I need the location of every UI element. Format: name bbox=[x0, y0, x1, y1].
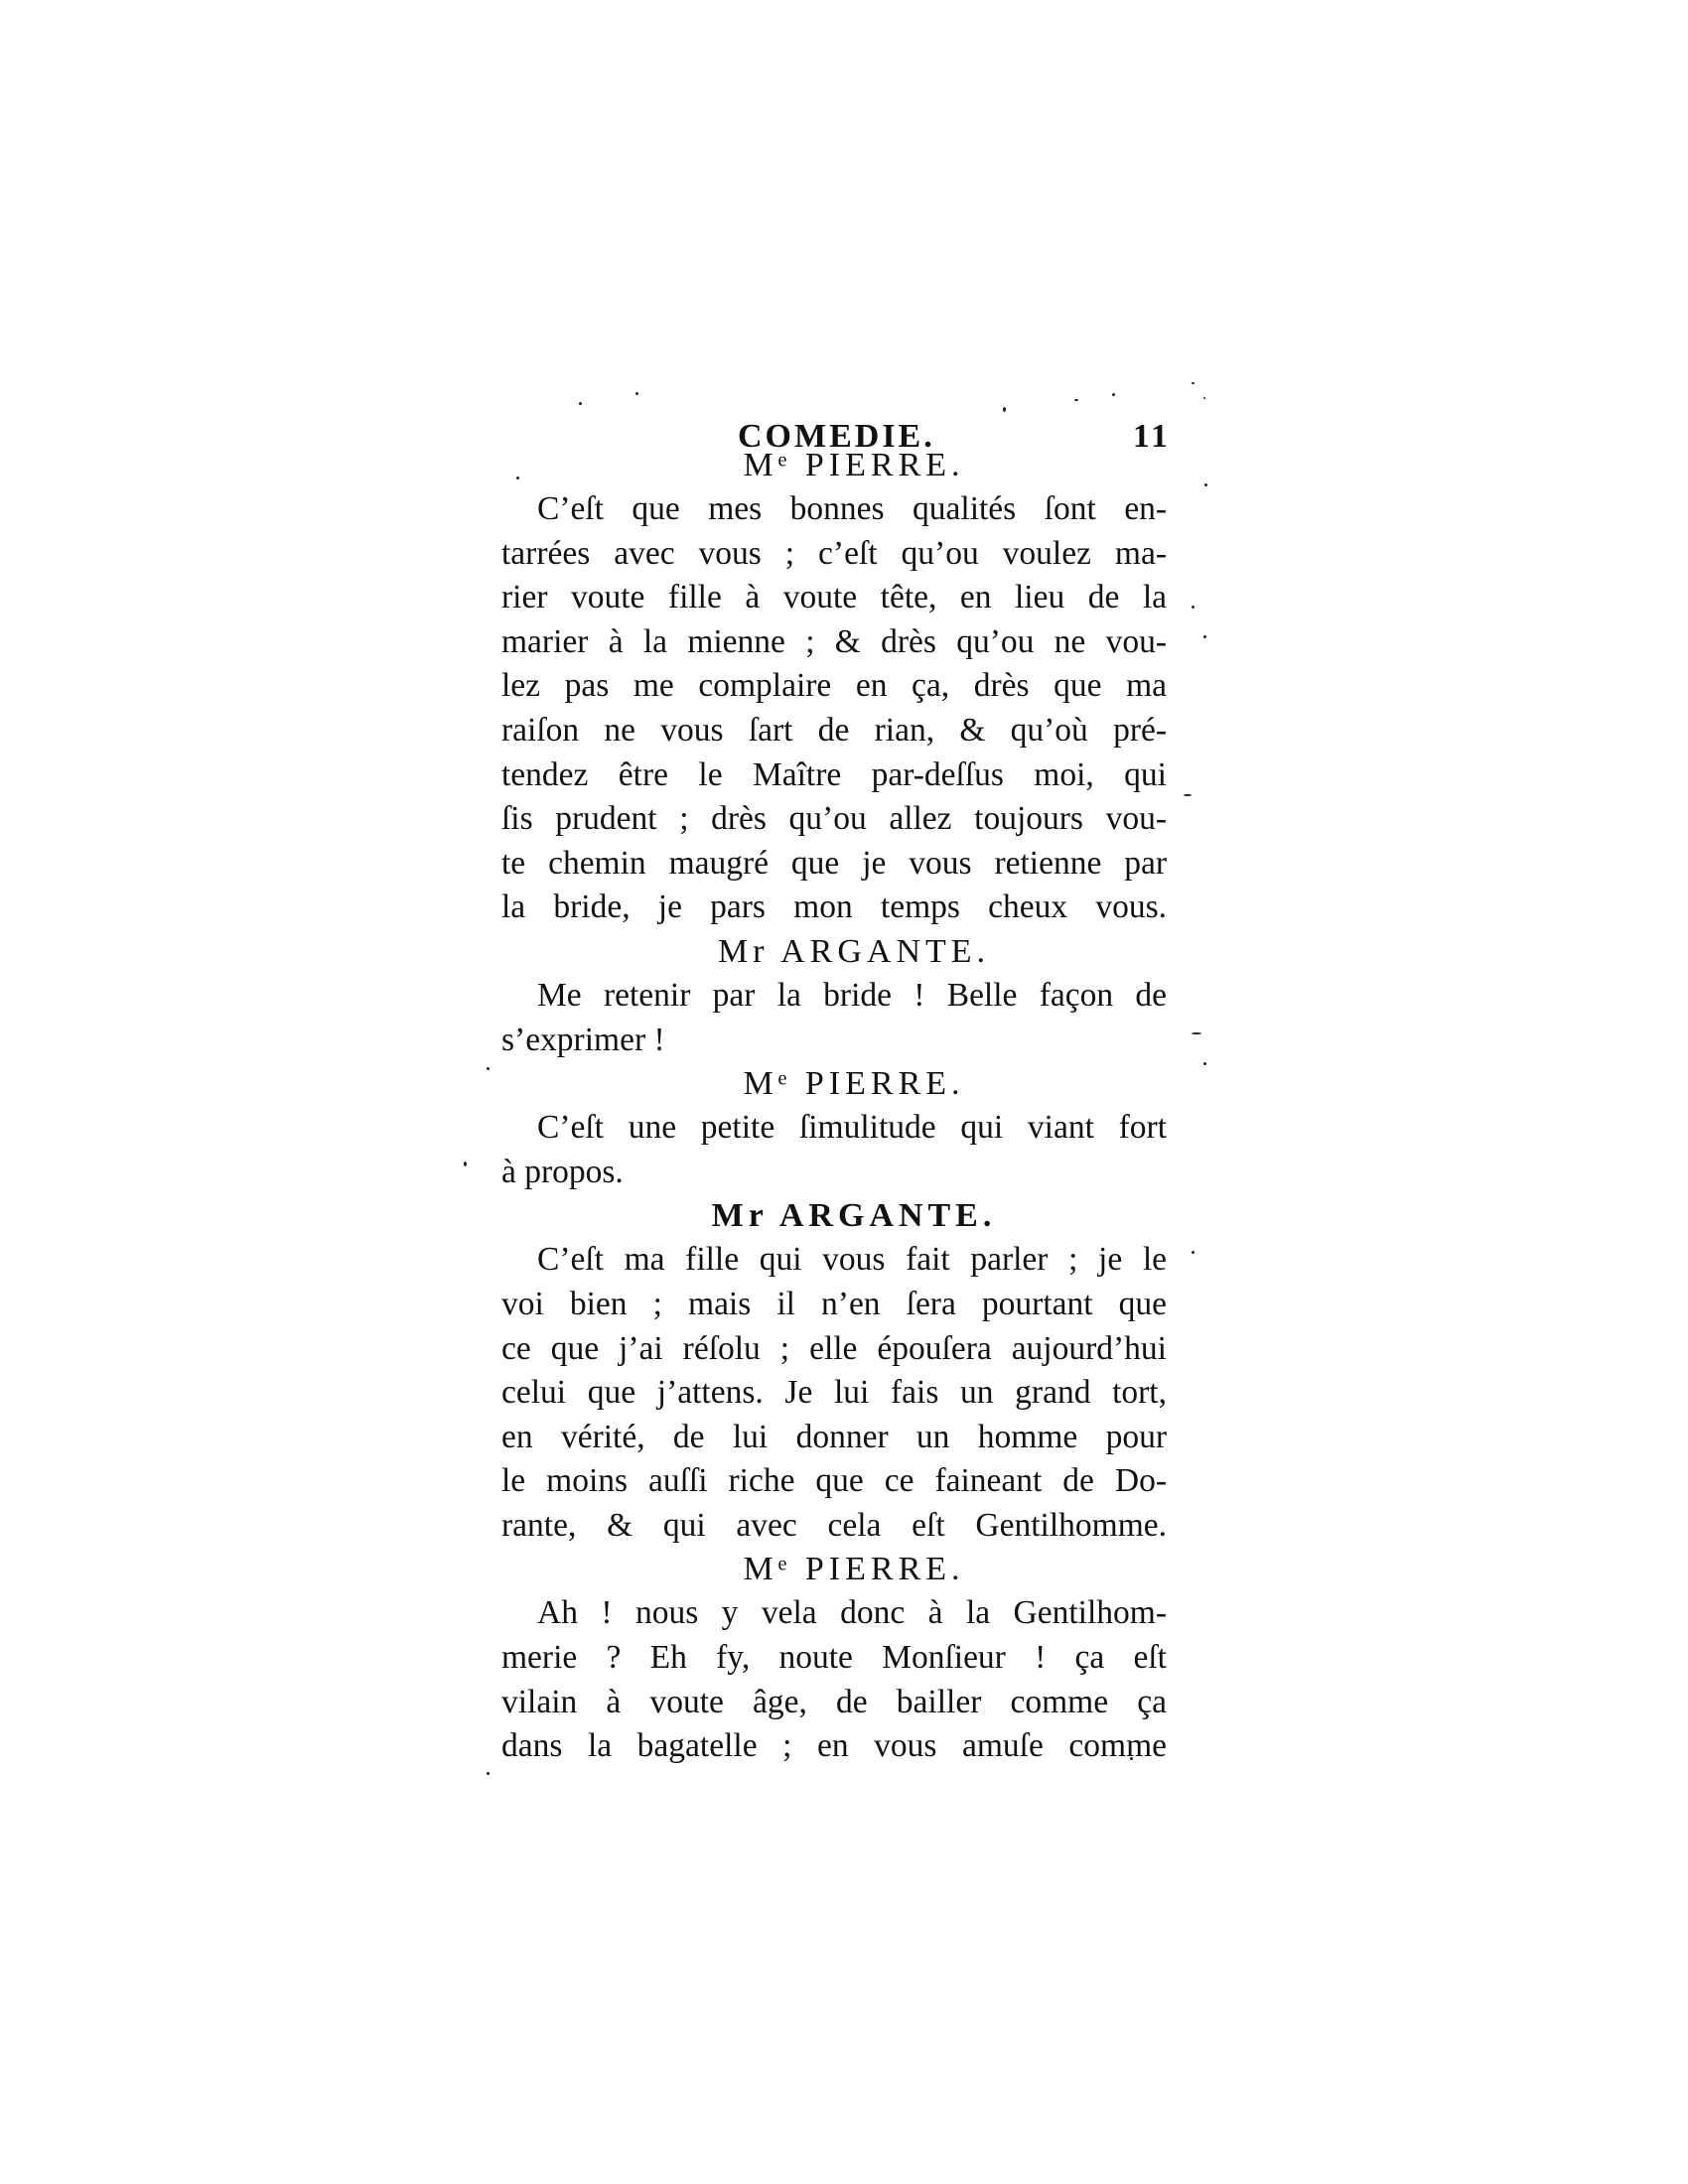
scan-speck bbox=[1184, 794, 1192, 796]
page-number: 11 bbox=[1132, 418, 1171, 455]
text-line: raiſon ne vous ſart de rian, & qu’où pré- bbox=[501, 711, 1167, 749]
text-line: Ah ! nous y vela donc à la Gentilhom- bbox=[537, 1594, 1167, 1632]
text-line: tendez être le Maître par-deſſus moi, qui bbox=[501, 755, 1167, 793]
speaker-heading: Mᵉ PIERRE. bbox=[743, 1065, 965, 1103]
text-line: rante, & qui avec cela eſt Gentilhomme. bbox=[501, 1506, 1167, 1544]
text-line: la bride, je pars mon temps cheux vous. bbox=[501, 888, 1167, 926]
text-column bbox=[501, 392, 1171, 1769]
text-line: s’exprimer ! bbox=[501, 1021, 665, 1058]
text-line: le moins auſſi riche que ce faineant de Do- bbox=[501, 1462, 1167, 1500]
scan-speck bbox=[1192, 606, 1195, 609]
scan-speck bbox=[1204, 483, 1207, 486]
scan-speck bbox=[1203, 635, 1206, 638]
scan-speck bbox=[464, 1161, 467, 1166]
speech-paragraph bbox=[501, 1106, 1167, 1194]
text-line: merie ? Eh fy, noute Monſieur ! ça eſt bbox=[501, 1639, 1167, 1677]
speech-paragraph bbox=[501, 974, 1167, 1062]
text-line: C’eſt une petite ſimulitude qui viant fort bbox=[537, 1109, 1167, 1147]
text-line: lez pas me complaire en ça, drès que ma bbox=[501, 667, 1167, 705]
text-line: vilain à voute âge, de bailler comme ça bbox=[501, 1683, 1167, 1720]
text-line: C’eſt ma fille qui vous fait parler ; je le bbox=[537, 1241, 1167, 1279]
text-line: voi bien ; mais il n’en ſera pourtant que bbox=[501, 1285, 1167, 1322]
scan-speck bbox=[1203, 1062, 1206, 1065]
speaker-heading: Mᵉ PIERRE. bbox=[743, 447, 965, 483]
text-line: C’eſt que mes bonnes qualités ſont en- bbox=[537, 490, 1167, 527]
running-title: COMEDIE. bbox=[738, 418, 935, 455]
scan-speck bbox=[487, 1772, 490, 1775]
scan-speck bbox=[1192, 1032, 1201, 1034]
scan-speck bbox=[487, 1067, 490, 1070]
scan-speck bbox=[1192, 1251, 1195, 1254]
text-line: ſis prudent ; drès qu’ou allez toujours vou- bbox=[501, 800, 1167, 838]
text-line: en vérité, de lui donner un homme pour bbox=[501, 1418, 1167, 1455]
scan-speck bbox=[1203, 397, 1205, 399]
scan-speck bbox=[1192, 382, 1195, 384]
text-line: rier voute fille à voute tête, en lieu de la bbox=[501, 579, 1167, 616]
text-line: ce que j’ai réſolu ; elle épouſera aujourd’hui bbox=[501, 1329, 1167, 1367]
text-line: tarrées avec vous ; c’eſt qu’ou voulez ma- bbox=[501, 534, 1167, 572]
speaker-heading: Mr ARGANTE. bbox=[717, 932, 991, 970]
speech-paragraph bbox=[501, 487, 1167, 930]
speaker-heading: Mr ARGANTE. bbox=[711, 1197, 997, 1235]
speech-paragraph bbox=[501, 1591, 1167, 1768]
text-line: te chemin maugré que je vous retienne par bbox=[501, 844, 1167, 882]
speaker-heading: Mᵉ PIERRE. bbox=[743, 1551, 965, 1588]
text-line: à propos. bbox=[501, 1153, 624, 1190]
text-line: celui que j’attens. Je lui fais un grand tort, bbox=[501, 1374, 1167, 1412]
speech-paragraph bbox=[501, 1238, 1167, 1548]
text-line: Me retenir par la bride ! Belle façon de bbox=[537, 976, 1167, 1014]
text-line: marier à la mienne ; & drès qu’ou ne vou- bbox=[501, 622, 1167, 660]
running-head bbox=[501, 392, 1171, 455]
text-line: dans la bagatelle ; en vous amuſe comme bbox=[501, 1727, 1167, 1765]
